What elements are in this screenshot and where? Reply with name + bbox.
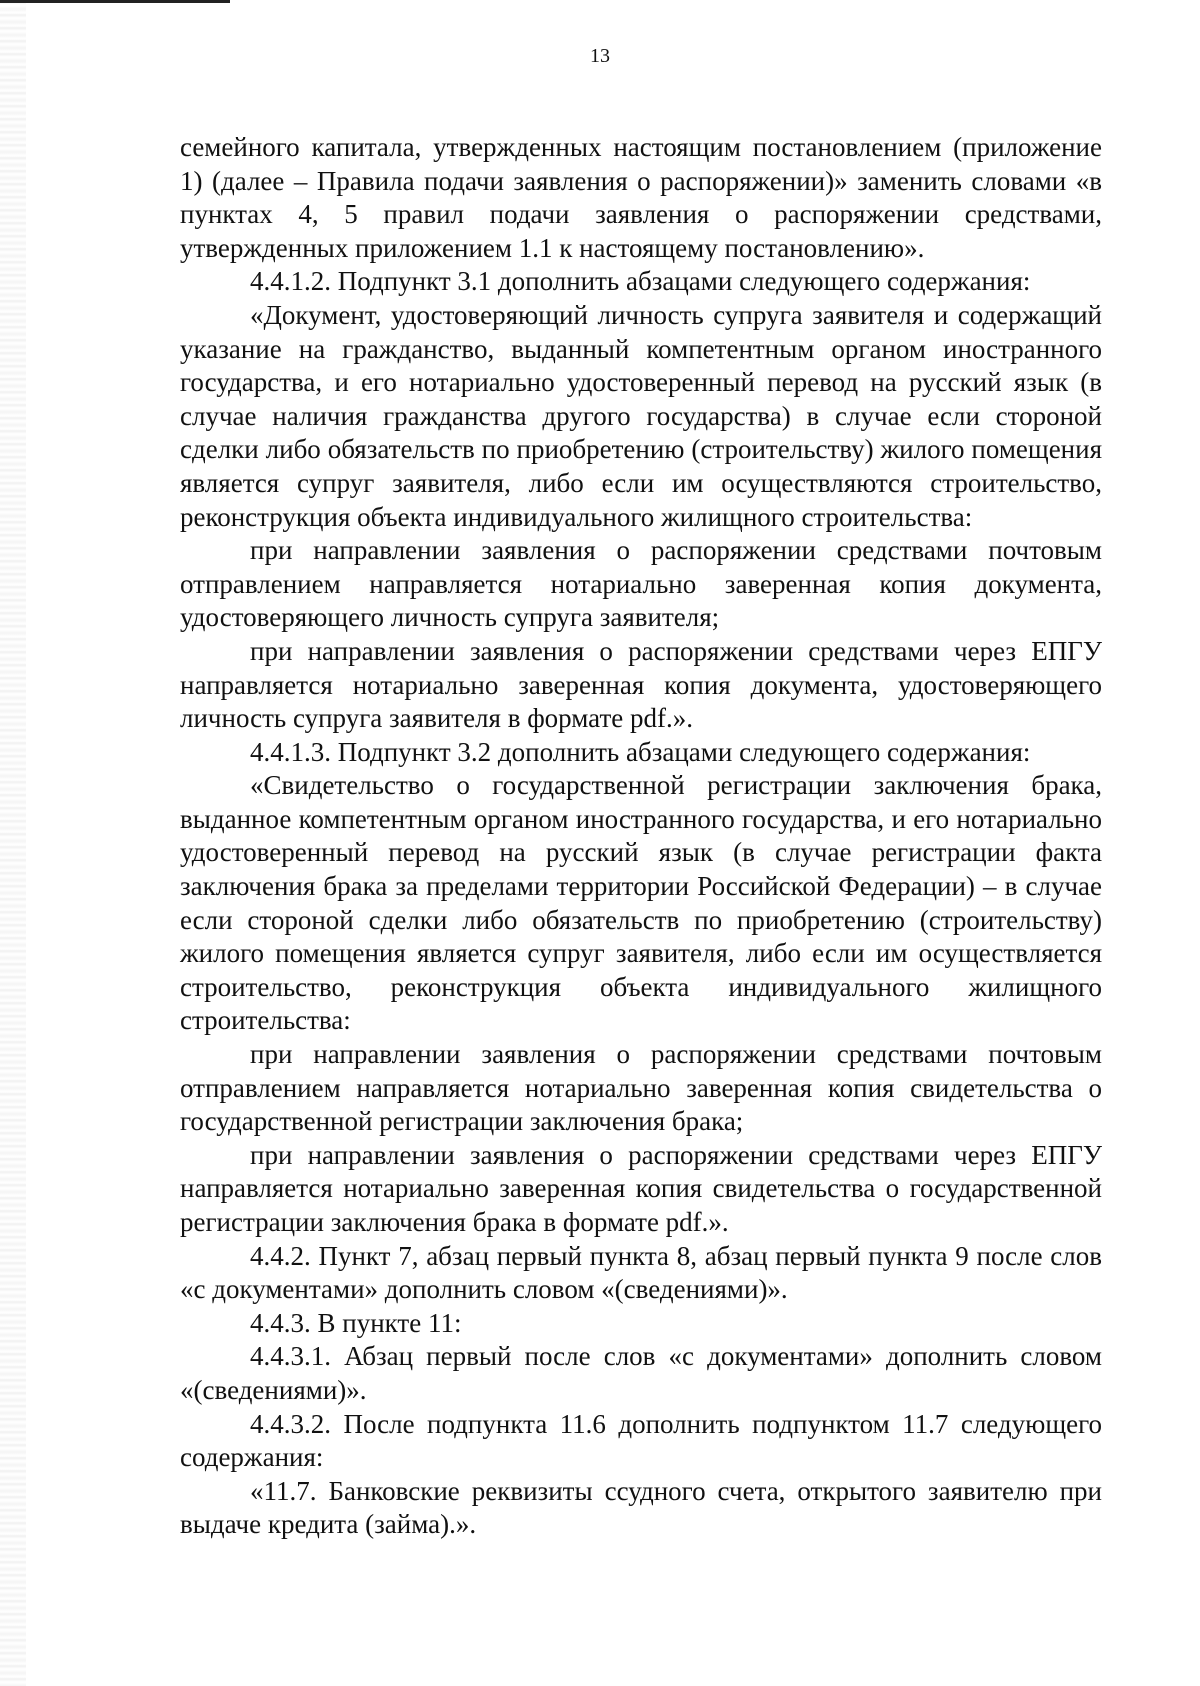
paragraph: 4.4.3.2. После подпункта 11.6 дополнить подпунктом 11.7 следующего содержания:	[180, 1408, 1102, 1473]
document-body	[180, 131, 1102, 1542]
page-number: 13	[590, 45, 610, 67]
scan-edge-artifact	[0, 0, 26, 1686]
paragraph: «11.7. Банковские реквизиты ссудного счета, открытого заявителю при выдаче кредита (займа).».	[180, 1475, 1102, 1540]
paragraph: «Свидетельство о государственной регистрации заключения брака, выданное компетентным органом иностранного государства, и его нотариально удостоверенный перевод на русский язык (в случае регистрации факта заключения брака за пределами территории Российской Федерации) – в случае если стороной сделки либо обязательств по приобретению (строительству) жилого помещения является супруг заявителя, либо если им осуществляется строительство, реконструкция объекта индивидуального жилищного строительства:	[180, 770, 1102, 1036]
paragraph: 4.4.1.3. Подпункт 3.2 дополнить абзацами следующего содержания:	[250, 736, 1031, 767]
paragraph: 4.4.2. Пункт 7, абзац первый пункта 8, абзац первый пункта 9 после слов «с документами» дополнить словом «(сведениями)».	[180, 1240, 1102, 1305]
paragraph: семейного капитала, утвержденных настоящим постановлением (приложение 1) (далее – Правила подачи заявления о распоряжении)» заменить словами «в пунктах 4, 5 правил подачи заявления о распоряжении средствами, утвержденных приложением 1.1 к настоящему постановлению».	[180, 132, 1102, 263]
paragraph: 4.4.1.2. Подпункт 3.1 дополнить абзацами следующего содержания:	[250, 266, 1031, 297]
paragraph: 4.4.3. В пункте 11:	[250, 1307, 462, 1338]
paragraph: при направлении заявления о распоряжении средствами через ЕПГУ направляется нотариально заверенная копия свидетельства о государственной регистрации заключения брака в формате pdf.».	[180, 1139, 1102, 1237]
paragraph: 4.4.3.1. Абзац первый после слов «с документами» дополнить словом «(сведениями)».	[180, 1341, 1102, 1405]
paragraph: «Документ, удостоверяющий личность супруга заявителя и содержащий указание на гражданство, выданный компетентным органом иностранного государства, и его нотариально удостоверенный перевод на русский язык (в случае наличия гражданства другого государства) в случае если стороной сделки либо обязательств по приобретению (строительству) жилого помещения является супруг заявителя, либо если им осуществляются строительство, реконструкция объекта индивидуального жилищного строительства:	[180, 299, 1102, 532]
paragraph: при направлении заявления о распоряжении средствами почтовым отправлением направляется нотариально заверенная копия документа, удостоверяющего личность супруга заявителя;	[180, 535, 1102, 633]
paragraph: при направлении заявления о распоряжении средствами через ЕПГУ направляется нотариально заверенная копия документа, удостоверяющего личность супруга заявителя в формате pdf.».	[180, 635, 1102, 734]
paragraph: при направлении заявления о распоряжении средствами почтовым отправлением направляется нотариально заверенная копия свидетельства о государственной регистрации заключения брака;	[180, 1039, 1102, 1137]
scan-top-line-artifact	[0, 0, 230, 3]
